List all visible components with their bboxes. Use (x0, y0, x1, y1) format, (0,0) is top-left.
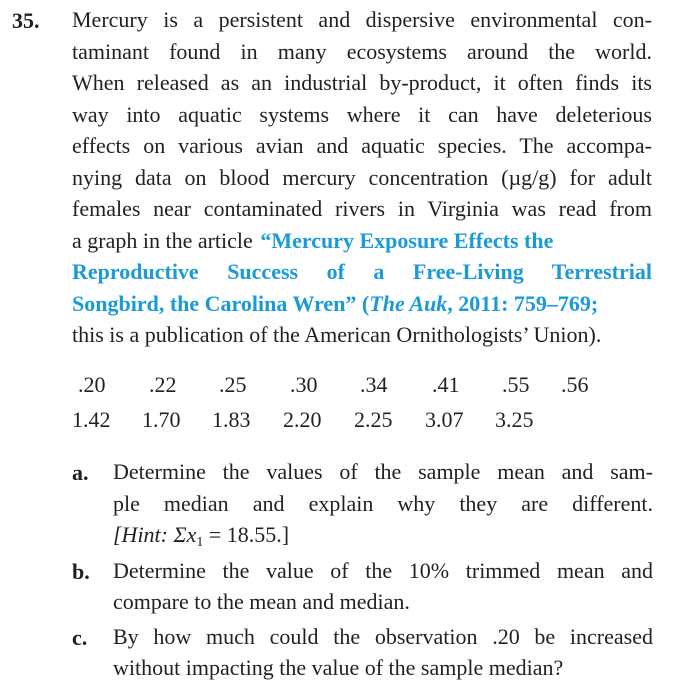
data-value: .55 (502, 372, 530, 397)
part-a-hint (113, 521, 289, 557)
data-value: 2.20 (283, 407, 322, 432)
data-value: 3.07 (425, 407, 464, 432)
part-c-line-2: without impacting the value of the sample median? (113, 655, 564, 680)
data-value: .22 (149, 372, 177, 397)
line8-prefix: a graph in the article (72, 228, 259, 253)
hint-subscript: 1 (196, 535, 204, 550)
data-value: 1.42 (72, 407, 111, 432)
part-a-line-1: Determine the values of the sample mean and sam- (113, 459, 653, 484)
problem-number: 35. (12, 8, 40, 33)
hint-prefix: [Hint: Σx (113, 522, 197, 547)
article-title-part-2: Reproductive Success of a Free-Living Terrestrial (72, 259, 652, 284)
problem-line-4: way into aquatic systems where it can have deleterious (72, 102, 652, 127)
data-value: 3.25 (495, 407, 534, 432)
part-a-line-2: ple median and explain why they are different. (113, 491, 653, 516)
part-b-label: b. (72, 559, 90, 584)
part-a-label: a. (72, 460, 89, 485)
problem-line-8 (72, 227, 652, 255)
part-b-line-2: compare to the mean and median. (113, 589, 410, 614)
data-value: .30 (290, 372, 318, 397)
data-value: .25 (219, 372, 247, 397)
problem-line-6: nying data on blood mercury concentration (µg/g) for adult (72, 165, 652, 190)
data-value: .34 (360, 372, 388, 397)
data-value: .41 (432, 372, 460, 397)
problem-line-7: females near contaminated rivers in Virginia was read from (72, 196, 652, 221)
data-value: .20 (78, 372, 106, 397)
problem-line-2: taminant found in many ecosystems around the world. (72, 39, 652, 64)
article-title-part-1: “Mercury Exposure Effects the (260, 228, 554, 253)
article-citation: , 2011: 759–769; (447, 291, 599, 316)
hint-suffix: = 18.55.] (203, 522, 290, 547)
data-value: 2.25 (354, 407, 393, 432)
problem-line-10 (72, 290, 652, 318)
article-title-part-3: Songbird, the Carolina Wren” ( (72, 291, 370, 316)
part-c-line-1: By how much could the observation .20 be increased (113, 624, 653, 649)
problem-line-3: When released as an industrial by-product, it often finds its (72, 70, 652, 95)
part-c-label: c. (72, 625, 88, 650)
problem-line-11: this is a publication of the American Ornithologists’ Union). (72, 322, 602, 347)
data-value: 1.83 (212, 407, 251, 432)
data-value: 1.70 (142, 407, 181, 432)
problem-line-5: effects on various avian and aquatic species. The accompa- (72, 133, 652, 158)
data-value: .56 (561, 372, 589, 397)
problem-line-1: Mercury is a persistent and dispersive environmental con- (72, 7, 652, 32)
journal-name: The Auk (369, 291, 448, 316)
part-b-line-1: Determine the value of the 10% trimmed mean and (113, 558, 653, 583)
